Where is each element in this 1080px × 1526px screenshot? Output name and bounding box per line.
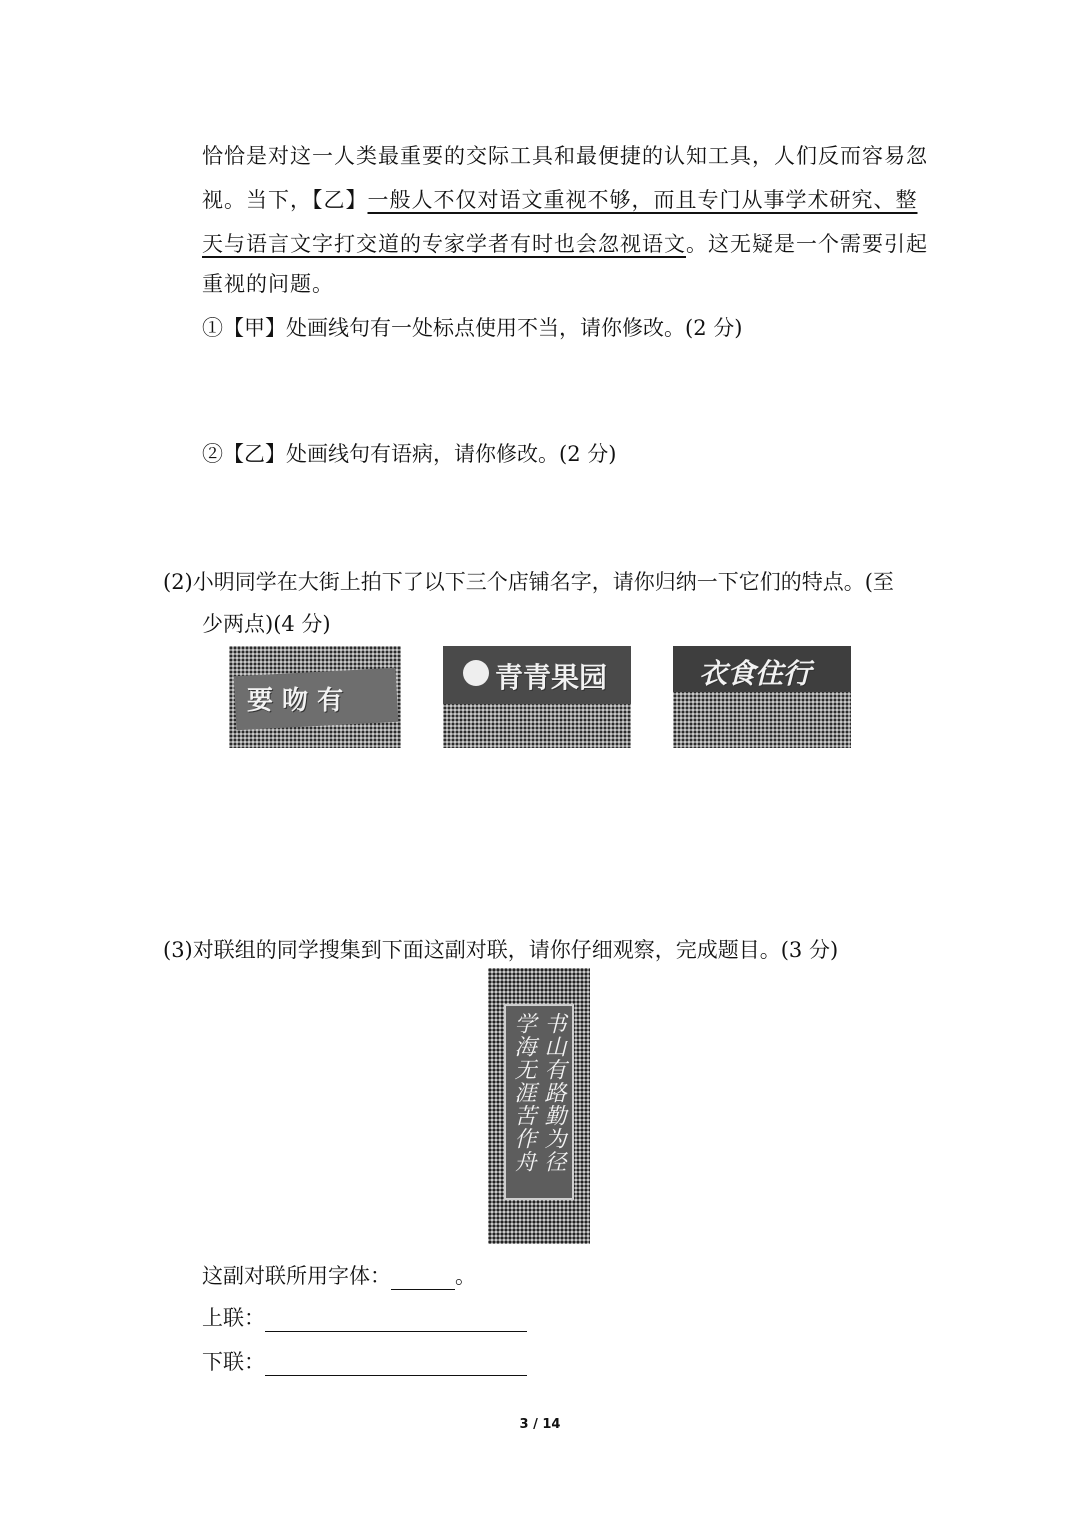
font-answer-period: 。 bbox=[455, 1264, 476, 1288]
lower-couplet-label: 下联： bbox=[202, 1350, 265, 1374]
passage-line-3-suffix: 。这无疑是一个需要引起 bbox=[686, 232, 928, 256]
upper-couplet-blank[interactable] bbox=[265, 1309, 527, 1332]
couplet-scroll-image bbox=[488, 968, 590, 1244]
passage-line-2 bbox=[202, 184, 918, 214]
couplet-lower-text: 学海无涯苦作舟 bbox=[511, 1012, 536, 1173]
shop-sign-text-1: 要 吻 有 bbox=[247, 686, 344, 716]
shop-sign-text-3: 衣食住行 bbox=[699, 657, 812, 690]
shop-sign-text-2: 青青果园 bbox=[495, 661, 608, 694]
lower-couplet-blank[interactable] bbox=[265, 1353, 527, 1376]
shop-sign-photo-1 bbox=[229, 646, 401, 748]
question-1-sub-1: ①【甲】处画线句有一处标点使用不当，请你修改。(2 分) bbox=[202, 316, 743, 340]
font-answer-blank[interactable] bbox=[391, 1267, 455, 1290]
passage-line-3 bbox=[202, 228, 928, 258]
question-3-line-1: (3)对联组的同学搜集到下面这副对联，请你仔细观察，完成题目。(3 分) bbox=[163, 938, 839, 962]
shop-sign-photo-2 bbox=[443, 646, 631, 748]
font-answer-label: 这副对联所用字体： bbox=[202, 1264, 391, 1288]
question-2-line-1: (2)小明同学在大街上拍下了以下三个店铺名字，请你归纳一下它们的特点。(至 bbox=[163, 570, 894, 594]
shop-sign-photo-3 bbox=[673, 646, 851, 748]
upper-couplet-row bbox=[202, 1302, 527, 1332]
page-number: 3 / 14 bbox=[519, 1417, 561, 1432]
underlined-sentence-yi-part2: 天与语言文字打交道的专家学者有时也会忽视语文 bbox=[202, 232, 686, 256]
underlined-sentence-yi-part1: 一般人不仅对语文重视不够，而且专门从事学术研究、整 bbox=[367, 188, 918, 212]
font-answer-row bbox=[202, 1260, 476, 1290]
question-1-sub-2: ②【乙】处画线句有语病，请你修改。(2 分) bbox=[202, 442, 617, 466]
question-2-line-2: 少两点)(4 分) bbox=[202, 612, 331, 636]
lower-couplet-row bbox=[202, 1346, 527, 1376]
fruit-logo-icon bbox=[463, 660, 489, 686]
passage-line-2-prefix: 视。当下，【乙】 bbox=[202, 188, 368, 212]
passage-line-1: 恰恰是对这一人类最重要的交际工具和最便捷的认知工具，人们反而容易忽 bbox=[202, 144, 928, 168]
couplet-upper-text: 书山有路勤为径 bbox=[541, 1012, 566, 1173]
upper-couplet-label: 上联： bbox=[202, 1306, 265, 1330]
couplet-panel bbox=[504, 1004, 574, 1200]
passage-line-4: 重视的问题。 bbox=[202, 272, 334, 296]
